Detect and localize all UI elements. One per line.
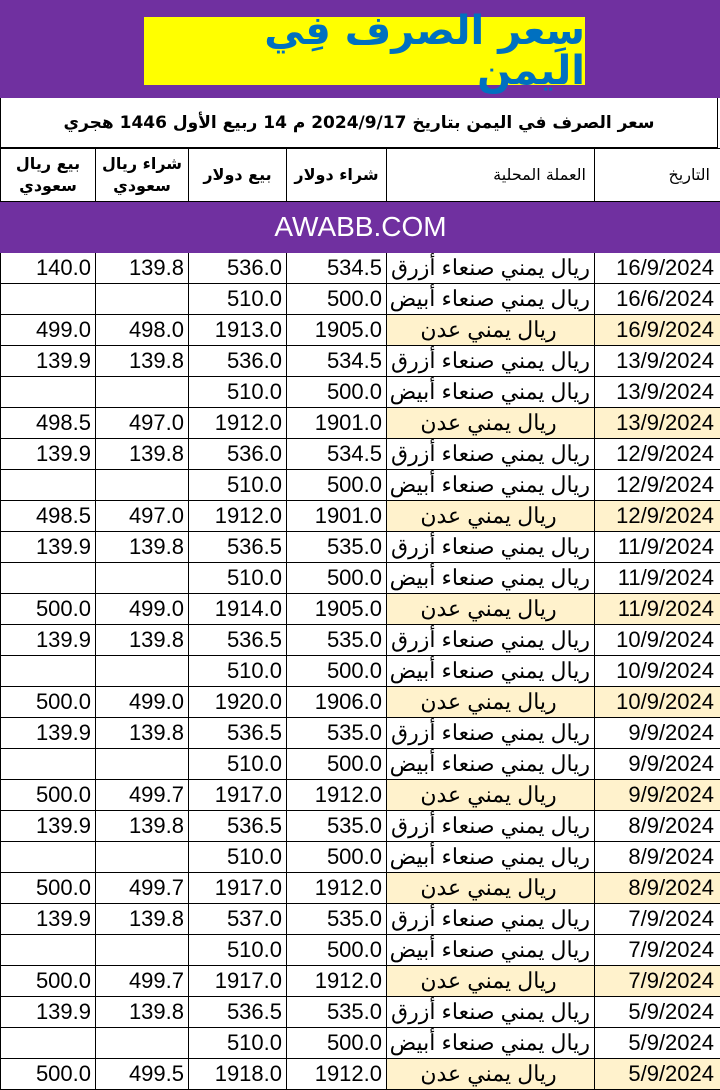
- table-row: [1, 780, 720, 811]
- cell-currency: ريال يمني صنعاء أزرق: [387, 532, 595, 563]
- cell-sell-sar: 500.0: [1, 687, 96, 718]
- cell-buy-usd: 500.0: [287, 470, 387, 501]
- cell-date: 12/9/2024: [595, 470, 720, 501]
- cell-buy-sar: [96, 563, 189, 594]
- page-title: سِعر الصرف فِي اليمن: [144, 11, 585, 91]
- cell-sell-sar: [1, 656, 96, 687]
- cell-buy-sar: [96, 1028, 189, 1059]
- cell-sell-usd: 536.5: [189, 997, 287, 1028]
- cell-buy-usd: 534.5: [287, 439, 387, 470]
- cell-currency: ريال يمني صنعاء أبيض: [387, 749, 595, 780]
- cell-sell-usd: 1912.0: [189, 408, 287, 439]
- table-row: [1, 594, 720, 625]
- cell-buy-sar: [96, 749, 189, 780]
- cell-date: 13/9/2024: [595, 408, 720, 439]
- cell-buy-sar: 499.7: [96, 873, 189, 904]
- table-row: [1, 966, 720, 997]
- cell-currency: ريال يمني عدن: [387, 594, 595, 625]
- cell-sell-usd: 536.5: [189, 625, 287, 656]
- cell-sell-usd: 537.0: [189, 904, 287, 935]
- cell-sell-usd: 510.0: [189, 656, 287, 687]
- cell-buy-sar: [96, 656, 189, 687]
- cell-currency: ريال يمني صنعاء أبيض: [387, 935, 595, 966]
- cell-currency: ريال يمني صنعاء أزرق: [387, 997, 595, 1028]
- cell-sell-sar: 500.0: [1, 780, 96, 811]
- cell-buy-usd: 535.0: [287, 625, 387, 656]
- table-row: [1, 749, 720, 780]
- watermark-row: [1, 202, 720, 253]
- cell-buy-sar: 139.8: [96, 811, 189, 842]
- cell-date: 8/9/2024: [595, 873, 720, 904]
- table-row: [1, 842, 720, 873]
- cell-buy-usd: 535.0: [287, 811, 387, 842]
- cell-currency: ريال يمني صنعاء أبيض: [387, 284, 595, 315]
- cell-date: 9/9/2024: [595, 780, 720, 811]
- cell-currency: ريال يمني عدن: [387, 408, 595, 439]
- cell-sell-sar: 139.9: [1, 532, 96, 563]
- cell-sell-sar: 140.0: [1, 253, 96, 284]
- cell-date: 8/9/2024: [595, 811, 720, 842]
- cell-date: 5/9/2024: [595, 997, 720, 1028]
- cell-buy-sar: 139.8: [96, 439, 189, 470]
- cell-date: 5/9/2024: [595, 1028, 720, 1059]
- cell-currency: ريال يمني عدن: [387, 873, 595, 904]
- cell-buy-usd: 535.0: [287, 997, 387, 1028]
- cell-sell-sar: [1, 749, 96, 780]
- header-row: [1, 149, 720, 202]
- table-row: [1, 501, 720, 532]
- cell-date: 7/9/2024: [595, 904, 720, 935]
- table-row: [1, 873, 720, 904]
- cell-buy-usd: 1912.0: [287, 780, 387, 811]
- cell-buy-usd: 500.0: [287, 935, 387, 966]
- cell-buy-sar: 497.0: [96, 408, 189, 439]
- cell-sell-sar: [1, 563, 96, 594]
- cell-sell-usd: 510.0: [189, 842, 287, 873]
- cell-sell-usd: 510.0: [189, 749, 287, 780]
- cell-sell-usd: 510.0: [189, 1028, 287, 1059]
- cell-sell-sar: 500.0: [1, 873, 96, 904]
- table-row: [1, 718, 720, 749]
- cell-buy-usd: 500.0: [287, 842, 387, 873]
- cell-sell-usd: 1912.0: [189, 501, 287, 532]
- cell-sell-usd: 1917.0: [189, 780, 287, 811]
- header-sell-usd: بيع دولار: [189, 149, 287, 202]
- table-row: [1, 470, 720, 501]
- cell-buy-usd: 1901.0: [287, 408, 387, 439]
- table-row: [1, 935, 720, 966]
- cell-buy-sar: 139.8: [96, 625, 189, 656]
- cell-buy-usd: 500.0: [287, 563, 387, 594]
- cell-buy-usd: 535.0: [287, 904, 387, 935]
- table-row: [1, 315, 720, 346]
- cell-buy-sar: 499.5: [96, 1059, 189, 1090]
- cell-buy-usd: 1912.0: [287, 873, 387, 904]
- cell-buy-usd: 1905.0: [287, 594, 387, 625]
- cell-buy-usd: 500.0: [287, 1028, 387, 1059]
- cell-sell-sar: 499.0: [1, 315, 96, 346]
- cell-date: 11/9/2024: [595, 594, 720, 625]
- cell-buy-usd: 535.0: [287, 718, 387, 749]
- table-row: [1, 1059, 720, 1090]
- cell-sell-sar: [1, 470, 96, 501]
- cell-sell-usd: 1913.0: [189, 315, 287, 346]
- table-row: [1, 656, 720, 687]
- cell-date: 16/6/2024: [595, 284, 720, 315]
- cell-date: 7/9/2024: [595, 966, 720, 997]
- cell-buy-sar: 139.8: [96, 532, 189, 563]
- cell-sell-sar: 139.9: [1, 346, 96, 377]
- cell-currency: ريال يمني صنعاء أبيض: [387, 470, 595, 501]
- cell-currency: ريال يمني صنعاء أزرق: [387, 346, 595, 377]
- cell-sell-usd: 536.5: [189, 718, 287, 749]
- cell-buy-usd: 1912.0: [287, 1059, 387, 1090]
- cell-date: 11/9/2024: [595, 563, 720, 594]
- table-row: [1, 563, 720, 594]
- cell-currency: ريال يمني صنعاء أبيض: [387, 563, 595, 594]
- table-row: [1, 253, 720, 284]
- table-row: [1, 377, 720, 408]
- cell-sell-sar: 139.9: [1, 625, 96, 656]
- table-row: [1, 1028, 720, 1059]
- cell-date: 12/9/2024: [595, 439, 720, 470]
- cell-sell-sar: 500.0: [1, 966, 96, 997]
- cell-sell-sar: 498.5: [1, 408, 96, 439]
- cell-date: 12/9/2024: [595, 501, 720, 532]
- cell-buy-usd: 1905.0: [287, 315, 387, 346]
- cell-currency: ريال يمني صنعاء أزرق: [387, 439, 595, 470]
- cell-currency: ريال يمني صنعاء أزرق: [387, 253, 595, 284]
- cell-sell-usd: 510.0: [189, 284, 287, 315]
- cell-currency: ريال يمني عدن: [387, 1059, 595, 1090]
- cell-buy-usd: 500.0: [287, 656, 387, 687]
- cell-sell-sar: [1, 284, 96, 315]
- cell-buy-usd: 1901.0: [287, 501, 387, 532]
- cell-currency: ريال يمني صنعاء أبيض: [387, 1028, 595, 1059]
- cell-buy-usd: 535.0: [287, 532, 387, 563]
- cell-currency: ريال يمني صنعاء أزرق: [387, 904, 595, 935]
- cell-buy-usd: 1912.0: [287, 966, 387, 997]
- table-row: [1, 284, 720, 315]
- cell-date: 13/9/2024: [595, 377, 720, 408]
- cell-sell-sar: 139.9: [1, 997, 96, 1028]
- header-date: التاريخ: [595, 149, 720, 202]
- cell-buy-sar: 139.8: [96, 346, 189, 377]
- cell-currency: ريال يمني صنعاء أبيض: [387, 377, 595, 408]
- title-box: [144, 17, 585, 85]
- cell-sell-sar: [1, 377, 96, 408]
- cell-sell-usd: 510.0: [189, 377, 287, 408]
- cell-date: 8/9/2024: [595, 842, 720, 873]
- cell-buy-usd: 534.5: [287, 346, 387, 377]
- cell-buy-sar: [96, 377, 189, 408]
- cell-currency: ريال يمني صنعاء أبيض: [387, 656, 595, 687]
- cell-currency: ريال يمني صنعاء أزرق: [387, 718, 595, 749]
- cell-sell-sar: 500.0: [1, 594, 96, 625]
- cell-buy-sar: 139.8: [96, 997, 189, 1028]
- cell-currency: ريال يمني صنعاء أزرق: [387, 811, 595, 842]
- table-row: [1, 687, 720, 718]
- cell-sell-sar: [1, 935, 96, 966]
- cell-sell-usd: 536.5: [189, 532, 287, 563]
- cell-buy-sar: 499.0: [96, 594, 189, 625]
- cell-sell-sar: 500.0: [1, 1059, 96, 1090]
- cell-buy-sar: [96, 935, 189, 966]
- table-row: [1, 439, 720, 470]
- table-row: [1, 811, 720, 842]
- cell-sell-usd: 1917.0: [189, 966, 287, 997]
- cell-buy-sar: [96, 842, 189, 873]
- table-row: [1, 625, 720, 656]
- cell-sell-usd: 1917.0: [189, 873, 287, 904]
- cell-date: 16/9/2024: [595, 315, 720, 346]
- cell-sell-sar: [1, 842, 96, 873]
- cell-buy-sar: [96, 284, 189, 315]
- cell-currency: ريال يمني عدن: [387, 315, 595, 346]
- cell-sell-usd: 536.5: [189, 811, 287, 842]
- cell-date: 5/9/2024: [595, 1059, 720, 1090]
- cell-date: 13/9/2024: [595, 346, 720, 377]
- cell-currency: ريال يمني صنعاء أبيض: [387, 842, 595, 873]
- cell-buy-usd: 1906.0: [287, 687, 387, 718]
- cell-sell-sar: 139.9: [1, 904, 96, 935]
- cell-buy-sar: 497.0: [96, 501, 189, 532]
- title-banner: [0, 0, 720, 98]
- cell-buy-usd: 500.0: [287, 749, 387, 780]
- header-buy-usd: شراء دولار: [287, 149, 387, 202]
- cell-date: 10/9/2024: [595, 687, 720, 718]
- table-row: [1, 408, 720, 439]
- cell-sell-usd: 536.0: [189, 253, 287, 284]
- cell-sell-sar: 139.9: [1, 439, 96, 470]
- header-buy-sar: شراء ريال سعودي: [96, 149, 189, 202]
- cell-sell-usd: 510.0: [189, 470, 287, 501]
- cell-sell-sar: [1, 1028, 96, 1059]
- cell-date: 11/9/2024: [595, 532, 720, 563]
- cell-buy-usd: 500.0: [287, 284, 387, 315]
- cell-buy-sar: 498.0: [96, 315, 189, 346]
- cell-buy-sar: 499.7: [96, 780, 189, 811]
- cell-buy-sar: 139.8: [96, 718, 189, 749]
- cell-currency: ريال يمني عدن: [387, 501, 595, 532]
- cell-sell-usd: 1920.0: [189, 687, 287, 718]
- cell-currency: ريال يمني عدن: [387, 780, 595, 811]
- cell-sell-usd: 536.0: [189, 439, 287, 470]
- cell-sell-usd: 510.0: [189, 563, 287, 594]
- table-row: [1, 904, 720, 935]
- table-row: [1, 346, 720, 377]
- watermark-text: AWABB.COM: [1, 202, 720, 253]
- cell-buy-sar: 139.8: [96, 904, 189, 935]
- cell-date: 9/9/2024: [595, 718, 720, 749]
- cell-date: 7/9/2024: [595, 935, 720, 966]
- cell-currency: ريال يمني صنعاء أزرق: [387, 625, 595, 656]
- exchange-rate-table: [0, 148, 720, 1090]
- cell-buy-usd: 534.5: [287, 253, 387, 284]
- cell-sell-sar: 139.9: [1, 811, 96, 842]
- cell-buy-sar: 499.0: [96, 687, 189, 718]
- table-row: [1, 997, 720, 1028]
- cell-buy-sar: 499.7: [96, 966, 189, 997]
- cell-currency: ريال يمني عدن: [387, 966, 595, 997]
- cell-sell-usd: 1914.0: [189, 594, 287, 625]
- header-sell-sar: بيع ريال سعودي: [1, 149, 96, 202]
- cell-date: 10/9/2024: [595, 656, 720, 687]
- cell-sell-sar: 498.5: [1, 501, 96, 532]
- table-row: [1, 532, 720, 563]
- cell-buy-sar: 139.8: [96, 253, 189, 284]
- header-currency: العملة المحلية: [387, 149, 595, 202]
- cell-sell-usd: 536.0: [189, 346, 287, 377]
- cell-date: 10/9/2024: [595, 625, 720, 656]
- cell-buy-sar: [96, 470, 189, 501]
- date-subtitle: سعر الصرف في اليمن بتاريخ 2024/9/17 م 14 ربيع الأول 1446 هجري: [0, 98, 718, 148]
- cell-date: 16/9/2024: [595, 253, 720, 284]
- cell-currency: ريال يمني عدن: [387, 687, 595, 718]
- cell-buy-usd: 500.0: [287, 377, 387, 408]
- cell-sell-usd: 510.0: [189, 935, 287, 966]
- cell-sell-usd: 1918.0: [189, 1059, 287, 1090]
- cell-date: 9/9/2024: [595, 749, 720, 780]
- cell-sell-sar: 139.9: [1, 718, 96, 749]
